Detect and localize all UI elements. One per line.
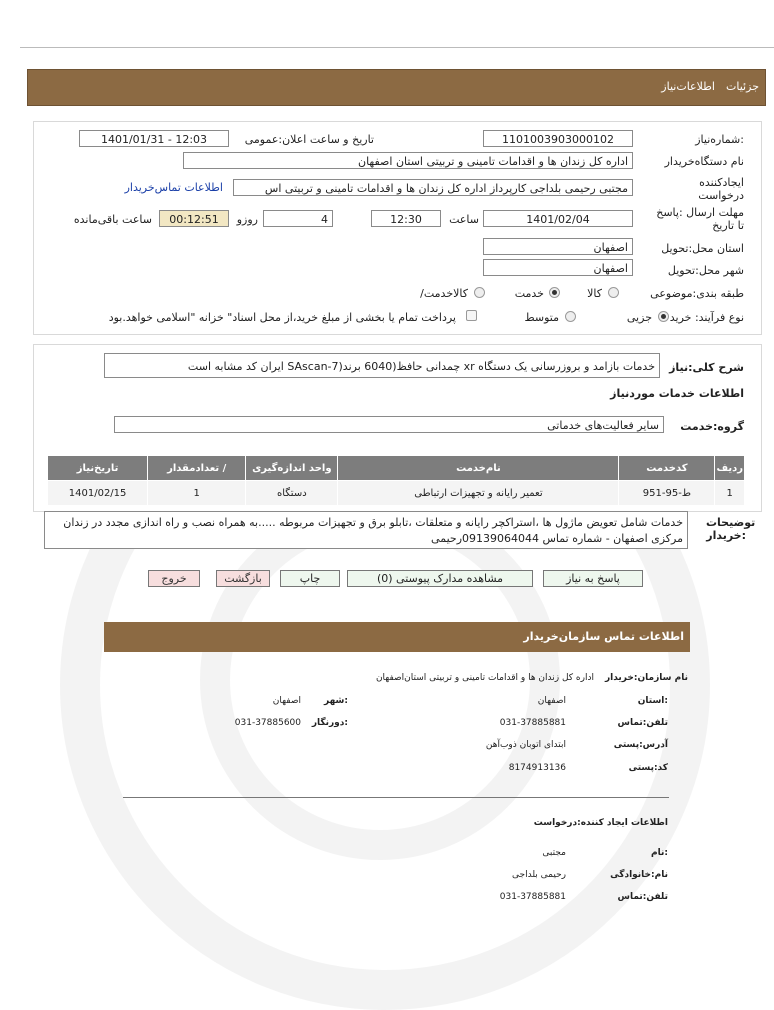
fax-label: دورنگار: <box>311 718 348 728</box>
remaining-time-field: 00:12:51 <box>159 210 229 227</box>
contact-header-bar <box>104 622 690 652</box>
reply-button[interactable]: پاسخ به نیاز <box>543 570 643 587</box>
need-number-label: شماره‌نیاز: <box>695 133 744 146</box>
category-service-label: خدمت <box>514 287 544 300</box>
buyer-notes-label: توضیحات :خریدار <box>706 516 756 542</box>
postal-value: 8174913136 <box>508 763 566 773</box>
deadline-label: مهلت ارسال :پاسخ تا تاریخ <box>656 206 744 232</box>
col-name: نام‌خدمت <box>338 456 619 481</box>
category-both-label: /کالاخدمت <box>420 287 468 300</box>
family-value: رحیمی بلداجی <box>512 870 566 880</box>
col-unit: واحد اندازه‌گیری <box>246 456 338 481</box>
category-both-radio[interactable] <box>474 287 485 298</box>
city-c-value: اصفهان <box>272 696 301 706</box>
exit-button[interactable]: خروج <box>148 570 200 587</box>
services-table <box>47 455 745 506</box>
cell-unit: دستگاه <box>246 481 338 506</box>
contact-title: اطلاعات تماس سازمان‌خریدار <box>523 630 684 643</box>
name-label: نام: <box>651 848 668 858</box>
contact-divider <box>123 797 669 798</box>
buyer-field: اداره کل زندان ها و اقدامات تامینی و تربیتی استان اصفهان <box>183 152 633 169</box>
table-row <box>48 481 745 506</box>
process-medium-label: متوسط <box>524 311 559 324</box>
creator-phone-value: 031-37885881 <box>499 892 566 902</box>
tab-details[interactable]: جزئیات <box>726 80 759 93</box>
org-value: اداره کل زندان ها و اقدامات تامینی و تربیتی استان‌اصفهان <box>375 673 594 683</box>
city-label: شهر محل:تحویل <box>667 264 744 277</box>
col-qty: / تعدادمقدار <box>148 456 246 481</box>
phone-label: تلفن:تماس <box>617 718 668 728</box>
category-goods-label: کالا <box>587 287 602 300</box>
province-c-value: اصفهان <box>537 696 566 706</box>
need-number-field: 1101003903000102 <box>483 130 633 147</box>
treasury-payment-checkbox[interactable] <box>466 310 477 321</box>
col-row: ردیف <box>715 456 745 481</box>
buyer-notes-field: خدمات شامل تعویض ماژول ها ،استراکچر رایانه و متعلقات ،تابلو برق و تجهیزات مربوطه .....به همراه نصب و راه اندازی مجدد در زندان مرکزی اصفهان - شماره تماس 09139064044رحیمی <box>44 511 688 549</box>
category-label: طبقه بندی:موضوعی <box>650 287 744 300</box>
deadline-time-field: 12:30 <box>371 210 441 227</box>
family-label: نام:خانوادگی <box>610 870 668 880</box>
process-partial-radio[interactable] <box>658 311 669 322</box>
cell-row: 1 <box>715 481 745 506</box>
attachments-button[interactable]: مشاهده مدارک پیوستی (0) <box>347 570 533 587</box>
process-partial-label: جزیی <box>626 311 652 324</box>
creator-label: ایجادکننده درخواست <box>698 176 744 202</box>
deadline-time-label: ساعت <box>449 213 479 226</box>
announce-field: 1401/01/31 - 12:03 <box>79 130 229 147</box>
cell-qty: 1 <box>148 481 246 506</box>
deadline-date-field: 1401/02/04 <box>483 210 633 227</box>
address-value: ابتدای اتوبان ذوب‌آهن <box>485 740 566 750</box>
cell-code: ط-95-951 <box>619 481 715 506</box>
postal-label: کد:پستی <box>628 763 668 773</box>
fax-value: 031-37885600 <box>234 718 301 728</box>
province-label: استان محل:تحویل <box>661 242 744 255</box>
creator-info-title: اطلاعات ایجاد کننده:درخواست <box>533 818 668 828</box>
province-field: اصفهان <box>483 238 633 255</box>
process-label: نوع فرآیند: خرید <box>669 311 744 324</box>
treasury-payment-note: پرداخت تمام یا بخشی از مبلغ خرید،از محل اسناد" خزانه "اسلامی خواهد.بود <box>108 311 456 324</box>
creator-field: مجتبی رحیمی بلداجی کارپرداز اداره کل زندان ها و اقدامات تامینی و تربیتی اس <box>233 179 633 196</box>
phone-value: 031-37885881 <box>499 718 566 728</box>
city-field: اصفهان <box>483 259 633 276</box>
days-field: 4 <box>263 210 333 227</box>
back-button[interactable]: بازگشت <box>216 570 270 587</box>
col-date: تاریخ‌نیاز <box>48 456 148 481</box>
creator-phone-label: تلفن:تماس <box>617 892 668 902</box>
cell-date: 1401/02/15 <box>48 481 148 506</box>
header-bar <box>27 69 766 106</box>
general-desc-label: شرح کلی:نیاز <box>669 361 744 374</box>
top-divider <box>20 47 774 48</box>
announce-label: تاریخ و ساعت اعلان:عمومی <box>244 133 374 146</box>
name-value: مجتبی <box>542 848 566 858</box>
days-label: روزو <box>236 213 258 226</box>
address-label: آدرس:پستی <box>613 740 668 750</box>
cell-name: تعمیر رایانه و تجهیزات ارتباطی <box>338 481 619 506</box>
city-c-label: شهر: <box>324 696 348 706</box>
buyer-contact-link[interactable]: اطلاعات تماس‌خریدار <box>124 181 223 194</box>
general-desc-field: خدمات بازامد و بروزرسانی یک دستگاه xr چمدانی حافظ(6040 برند(SAscan-7 ایران کد مشابه است <box>104 353 660 378</box>
buyer-label: نام دستگاه‌خریدار <box>664 155 744 168</box>
category-goods-radio[interactable] <box>608 287 619 298</box>
service-group-field: سایر فعالیت‌های خدماتی <box>114 416 664 433</box>
category-service-radio[interactable] <box>549 287 560 298</box>
col-code: کدخدمت <box>619 456 715 481</box>
org-label: نام سازمان:خریدار <box>604 673 688 683</box>
print-button[interactable]: چاپ <box>280 570 340 587</box>
process-medium-radio[interactable] <box>565 311 576 322</box>
tab-need-info[interactable]: اطلاعات‌نیاز <box>661 80 715 93</box>
remaining-label: ساعت باقی‌مانده <box>73 213 152 226</box>
services-title: اطلاعات خدمات موردنیاز <box>610 387 744 400</box>
service-group-label: گروه:خدمت <box>680 420 744 433</box>
province-c-label: استان: <box>637 696 668 706</box>
